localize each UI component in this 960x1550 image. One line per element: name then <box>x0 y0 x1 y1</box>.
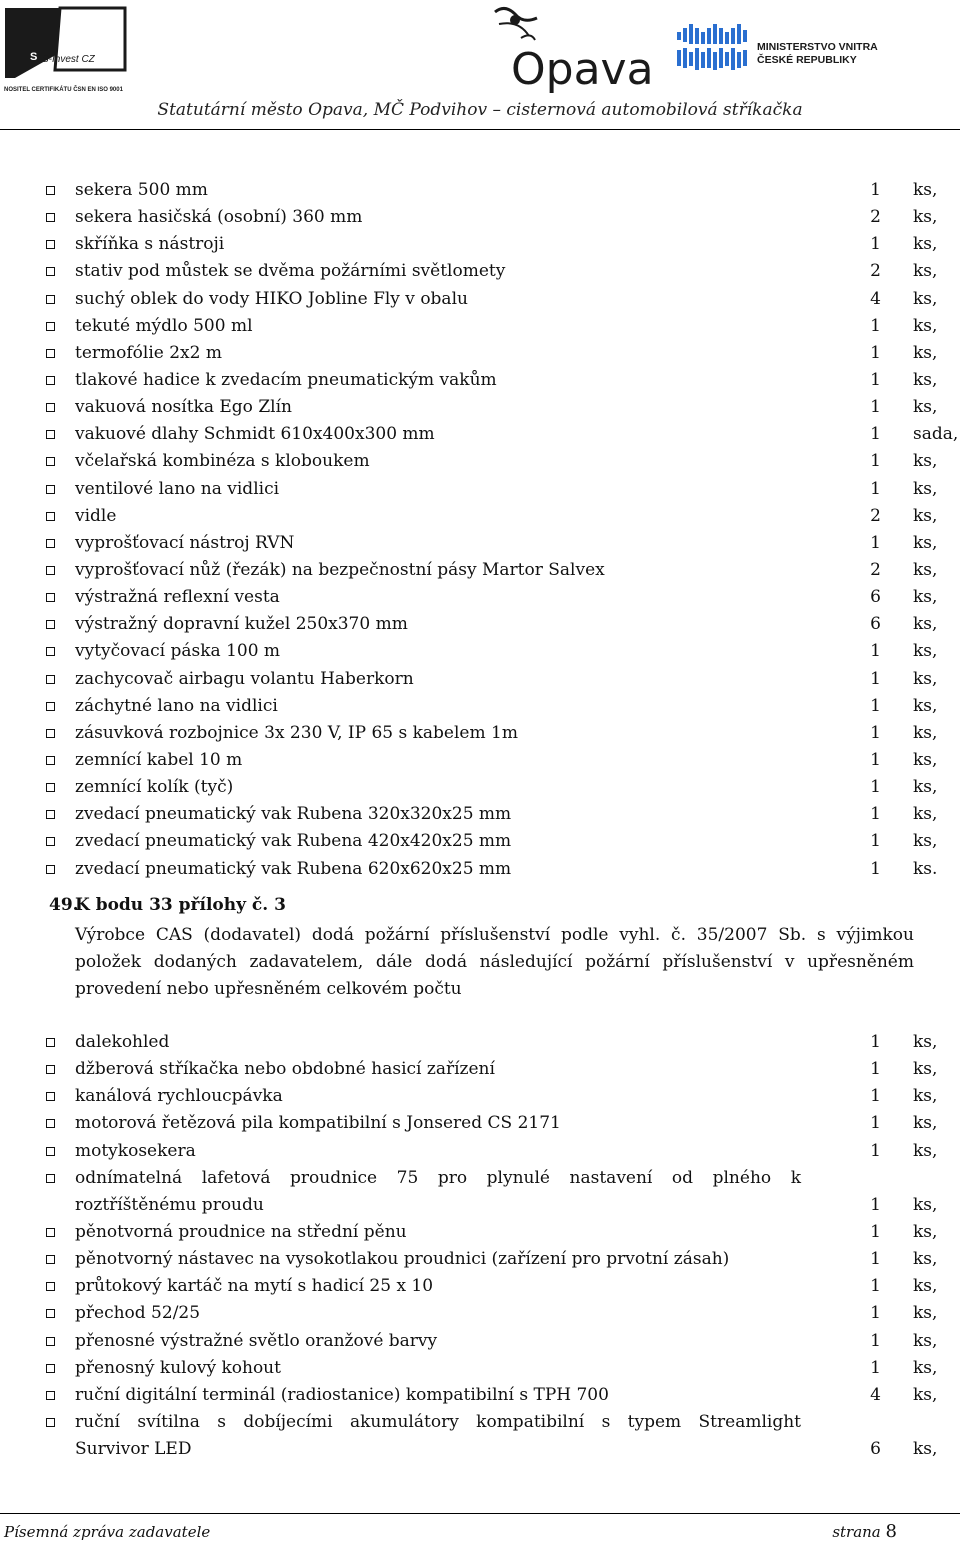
list-item <box>0 720 960 747</box>
item-unit: ks, <box>913 668 938 689</box>
checkbox-bullet-icon <box>46 1147 55 1156</box>
item-description: motorová řetězová pila kompatibilní s Jonsered CS 2171 <box>75 1113 561 1134</box>
checkbox-bullet-icon <box>46 322 55 331</box>
item-description: sekera 500 mm <box>75 180 208 200</box>
list-item <box>0 177 960 204</box>
item-quantity: 1 <box>870 424 881 445</box>
item-quantity: 1 <box>870 1086 881 1107</box>
opava-logo <box>485 2 655 94</box>
checkbox-bullet-icon <box>46 485 55 494</box>
item-description: zemnící kabel 10 m <box>75 749 243 770</box>
item-description-continued: Survivor LED <box>75 1439 192 1460</box>
item-quantity: 1 <box>870 1032 881 1052</box>
list-item <box>0 1138 960 1165</box>
checkbox-bullet-icon <box>46 1228 55 1237</box>
item-unit: ks, <box>913 641 938 662</box>
item-quantity: 1 <box>870 695 881 716</box>
list-item <box>0 693 960 720</box>
list-item <box>0 1355 960 1382</box>
item-quantity: 2 <box>870 559 881 580</box>
checkbox-bullet-icon <box>46 1391 55 1400</box>
item-unit: ks, <box>913 1384 938 1405</box>
item-description: pěnotvorná proudnice na střední pěnu <box>75 1222 407 1242</box>
list-item <box>0 828 960 855</box>
checkbox-bullet-icon <box>46 1337 55 1346</box>
item-quantity: 1 <box>870 1303 881 1324</box>
list-item <box>0 1300 960 1327</box>
item-description: přenosný kulový kohout <box>75 1357 281 1378</box>
item-unit: ks, <box>913 207 938 228</box>
list-item <box>0 1056 960 1083</box>
checkbox-bullet-icon <box>46 1418 55 1427</box>
item-description: dalekohled <box>75 1032 170 1052</box>
item-unit: ks, <box>913 234 938 255</box>
footer-page-label: strana <box>832 1523 881 1541</box>
checkbox-bullet-icon <box>46 457 55 466</box>
mv-logo-line2: ČESKÉ REPUBLIKY <box>757 54 857 66</box>
footer-page-number: 8 <box>885 1521 897 1542</box>
header-divider <box>0 129 960 130</box>
list-item <box>0 1029 960 1056</box>
list-item <box>0 340 960 367</box>
item-description: suchý oblek do vody HIKO Jobline Fly v obalu <box>75 288 468 309</box>
item-unit: ks, <box>913 505 938 526</box>
item-unit: sada, <box>913 424 959 445</box>
item-unit: ks, <box>913 1439 938 1460</box>
item-unit: ks, <box>913 1249 938 1270</box>
item-unit: ks. <box>913 858 938 879</box>
mv-cr-logo <box>675 18 895 84</box>
item-unit: ks, <box>913 451 938 472</box>
item-quantity: 1 <box>870 1249 881 1270</box>
item-quantity: 2 <box>870 261 881 282</box>
checkbox-bullet-icon <box>46 186 55 195</box>
section-text: Výrobce CAS (dodavatel) dodá požární příslušenství podle vyhl. č. 35/2007 Sb. s výjimkou položek dodaných zadavatelem, dále dodá následující požární příslušenství v upřesněném provedení nebo upřesněném celkovém počtu <box>75 925 914 1000</box>
list-item <box>0 557 960 584</box>
item-unit: ks, <box>913 1330 938 1351</box>
item-description: přenosné výstražné světlo oranžové barvy <box>75 1330 438 1351</box>
item-quantity: 1 <box>870 1113 881 1134</box>
list-item <box>0 204 960 231</box>
list-item <box>0 313 960 340</box>
item-unit: ks, <box>913 478 938 499</box>
equipment-list-a <box>0 177 960 883</box>
item-quantity: 1 <box>870 1140 881 1161</box>
item-description: průtokový kartáč na mytí s hadicí 25 x 10 <box>75 1276 434 1297</box>
list-item <box>0 1165 960 1219</box>
item-unit: ks, <box>913 804 938 825</box>
checkbox-bullet-icon <box>46 430 55 439</box>
svg-text:S: S <box>30 51 38 63</box>
item-description: ventilové lano na vidlici <box>75 478 280 499</box>
item-unit: ks, <box>913 288 938 309</box>
list-item <box>0 1382 960 1409</box>
list-item <box>0 286 960 313</box>
item-description: stativ pod můstek se dvěma požárními světlomety <box>75 261 506 282</box>
item-description: zvedací pneumatický vak Rubena 320x320x25 mm <box>75 804 512 825</box>
checkbox-bullet-icon <box>46 702 55 711</box>
item-unit: ks, <box>913 1032 938 1052</box>
item-quantity: 1 <box>870 369 881 390</box>
page-header <box>0 0 960 140</box>
list-item <box>0 747 960 774</box>
item-quantity: 1 <box>870 1330 881 1351</box>
item-description: kanálová rychloucpávka <box>75 1086 283 1107</box>
item-description: včelařská kombinéza s kloboukem <box>75 451 370 472</box>
item-quantity: 6 <box>870 587 881 608</box>
item-unit: ks, <box>913 749 938 770</box>
item-quantity: 1 <box>870 1194 881 1215</box>
item-description: zachycovač airbagu volantu Haberkorn <box>75 668 414 689</box>
header-title: Statutární město Opava, MČ Podvihov – cisternová automobilová stříkačka <box>157 100 803 120</box>
list-item <box>0 584 960 611</box>
item-quantity: 4 <box>870 1384 881 1405</box>
checkbox-bullet-icon <box>46 865 55 874</box>
item-unit: ks, <box>913 722 938 743</box>
item-quantity: 1 <box>870 478 881 499</box>
footer-divider <box>0 1513 960 1514</box>
item-quantity: 1 <box>870 641 881 662</box>
item-description: odnímatelná lafetová proudnice 75 pro plynulé nastavení od plného k <box>75 1167 801 1188</box>
checkbox-bullet-icon <box>46 512 55 521</box>
checkbox-bullet-icon <box>46 756 55 765</box>
checkbox-bullet-icon <box>46 1038 55 1047</box>
s-invest-logo-text: S-Invest CZ <box>42 54 95 65</box>
checkbox-bullet-icon <box>46 783 55 792</box>
checkbox-bullet-icon <box>46 729 55 738</box>
item-unit: ks, <box>913 1140 938 1161</box>
item-quantity: 6 <box>870 1439 881 1460</box>
item-quantity: 1 <box>870 315 881 336</box>
checkbox-bullet-icon <box>46 1364 55 1373</box>
item-unit: ks, <box>913 1357 938 1378</box>
checkbox-bullet-icon <box>46 1119 55 1128</box>
checkbox-bullet-icon <box>46 1309 55 1318</box>
item-description: přechod 52/25 <box>75 1303 201 1324</box>
item-quantity: 1 <box>870 397 881 418</box>
list-item <box>0 1110 960 1137</box>
s-invest-logo <box>0 0 140 95</box>
item-quantity: 1 <box>870 777 881 798</box>
item-unit: ks, <box>913 614 938 635</box>
item-description: džberová stříkačka nebo obdobné hasicí zařízení <box>75 1059 495 1080</box>
list-item <box>0 856 960 883</box>
item-quantity: 1 <box>870 234 881 255</box>
checkbox-bullet-icon <box>46 295 55 304</box>
section-title: K bodu 33 přílohy č. 3 <box>75 895 286 915</box>
checkbox-bullet-icon <box>46 539 55 548</box>
s-invest-cert-text: NOSITEL CERTIFIKÁTU ČSN EN ISO 9001 <box>4 87 123 93</box>
list-item <box>0 1246 960 1273</box>
item-unit: ks, <box>913 315 938 336</box>
item-quantity: 2 <box>870 207 881 228</box>
item-description: zemnící kolík (tyč) <box>75 777 234 798</box>
list-item <box>0 231 960 258</box>
list-item <box>0 367 960 394</box>
item-description: vytyčovací páska 100 m <box>75 641 281 662</box>
item-quantity: 1 <box>870 804 881 825</box>
footer-doc-title: Písemná zpráva zadavatele <box>4 1523 211 1541</box>
list-item <box>0 476 960 503</box>
item-quantity: 1 <box>870 1276 881 1297</box>
opava-logo-text: Opava <box>511 44 654 94</box>
item-quantity: 1 <box>870 749 881 770</box>
item-quantity: 6 <box>870 614 881 635</box>
item-unit: ks, <box>913 369 938 390</box>
item-quantity: 2 <box>870 505 881 526</box>
checkbox-bullet-icon <box>46 1174 55 1183</box>
item-description: záchytné lano na vidlici <box>75 695 278 716</box>
item-description: ruční svítilna s dobíjecími akumulátory kompatibilní s typem Streamlight <box>75 1411 801 1432</box>
list-item <box>0 611 960 638</box>
item-quantity: 4 <box>870 288 881 309</box>
list-item <box>0 1083 960 1110</box>
item-description: termofólie 2x2 m <box>75 342 222 363</box>
item-unit: ks, <box>913 559 938 580</box>
item-description: tekuté mýdlo 500 ml <box>75 315 253 336</box>
list-item <box>0 258 960 285</box>
item-unit: ks, <box>913 1086 938 1107</box>
item-description-continued: roztříštěnému proudu <box>75 1194 264 1215</box>
item-quantity: 1 <box>870 722 881 743</box>
checkbox-bullet-icon <box>46 1282 55 1291</box>
checkbox-bullet-icon <box>46 1092 55 1101</box>
checkbox-bullet-icon <box>46 349 55 358</box>
checkbox-bullet-icon <box>46 1065 55 1074</box>
item-quantity: 1 <box>870 532 881 553</box>
item-description: zásuvková rozbojnice 3x 230 V, IP 65 s kabelem 1m <box>75 722 518 743</box>
checkbox-bullet-icon <box>46 593 55 602</box>
item-unit: ks, <box>913 1303 938 1324</box>
checkbox-bullet-icon <box>46 1255 55 1264</box>
item-quantity: 1 <box>870 451 881 472</box>
list-item <box>0 1409 960 1463</box>
item-quantity: 1 <box>870 342 881 363</box>
item-description: vyprošťovací nůž (řezák) na bezpečnostní pásy Martor Salvex <box>75 559 605 580</box>
list-item <box>0 421 960 448</box>
item-quantity: 1 <box>870 858 881 879</box>
item-quantity: 1 <box>870 1222 881 1242</box>
checkbox-bullet-icon <box>46 376 55 385</box>
item-description: skříňka s nástroji <box>75 234 225 255</box>
item-unit: ks, <box>913 831 938 852</box>
list-item <box>0 666 960 693</box>
item-description: zvedací pneumatický vak Rubena 620x620x25 mm <box>75 858 512 879</box>
section-number: 49. <box>49 895 79 915</box>
checkbox-bullet-icon <box>46 403 55 412</box>
item-description: zvedací pneumatický vak Rubena 420x420x25 mm <box>75 831 512 852</box>
checkbox-bullet-icon <box>46 810 55 819</box>
item-unit: ks, <box>913 695 938 716</box>
list-item <box>0 774 960 801</box>
checkbox-bullet-icon <box>46 267 55 276</box>
item-unit: ks, <box>913 1276 938 1297</box>
item-description: výstražný dopravní kužel 250x370 mm <box>75 614 408 635</box>
item-quantity: 1 <box>870 180 881 200</box>
equipment-list-b <box>0 1029 960 1463</box>
item-description: vakuové dlahy Schmidt 610x400x300 mm <box>75 424 435 445</box>
item-unit: ks, <box>913 261 938 282</box>
list-item <box>0 1328 960 1355</box>
item-description: vyprošťovací nástroj RVN <box>75 532 295 553</box>
item-description: pěnotvorný nástavec na vysokotlakou proudnici (zařízení pro prvotní zásah) <box>75 1249 730 1270</box>
list-item <box>0 394 960 421</box>
checkbox-bullet-icon <box>46 240 55 249</box>
item-description: vakuová nosítka Ego Zlín <box>75 397 292 418</box>
checkbox-bullet-icon <box>46 675 55 684</box>
item-quantity: 1 <box>870 1059 881 1080</box>
list-item <box>0 503 960 530</box>
checkbox-bullet-icon <box>46 213 55 222</box>
item-unit: ks, <box>913 777 938 798</box>
mv-logo-line1: MINISTERSTVO VNITRA <box>757 41 878 53</box>
checkbox-bullet-icon <box>46 620 55 629</box>
item-unit: ks, <box>913 1059 938 1080</box>
item-unit: ks, <box>913 1222 938 1242</box>
item-description: ruční digitální terminál (radiostanice) kompatibilní s TPH 700 <box>75 1384 609 1405</box>
item-quantity: 1 <box>870 668 881 689</box>
item-description: výstražná reflexní vesta <box>75 587 280 608</box>
list-item <box>0 448 960 475</box>
item-quantity: 1 <box>870 1357 881 1378</box>
item-description: vidle <box>75 505 117 526</box>
checkbox-bullet-icon <box>46 566 55 575</box>
item-unit: ks, <box>913 1194 938 1215</box>
footer-page <box>832 1521 897 1542</box>
list-item <box>0 530 960 557</box>
item-unit: ks, <box>913 1113 938 1134</box>
item-unit: ks, <box>913 587 938 608</box>
item-quantity: 1 <box>870 831 881 852</box>
item-description: motykosekera <box>75 1140 196 1161</box>
list-item <box>0 801 960 828</box>
item-unit: ks, <box>913 180 938 200</box>
item-description: tlakové hadice k zvedacím pneumatickým vakům <box>75 369 497 390</box>
item-unit: ks, <box>913 397 938 418</box>
item-unit: ks, <box>913 342 938 363</box>
item-unit: ks, <box>913 532 938 553</box>
list-item <box>0 1273 960 1300</box>
item-description: sekera hasičská (osobní) 360 mm <box>75 207 363 228</box>
list-item <box>0 1219 960 1246</box>
list-item <box>0 638 960 665</box>
checkbox-bullet-icon <box>46 647 55 656</box>
checkbox-bullet-icon <box>46 837 55 846</box>
